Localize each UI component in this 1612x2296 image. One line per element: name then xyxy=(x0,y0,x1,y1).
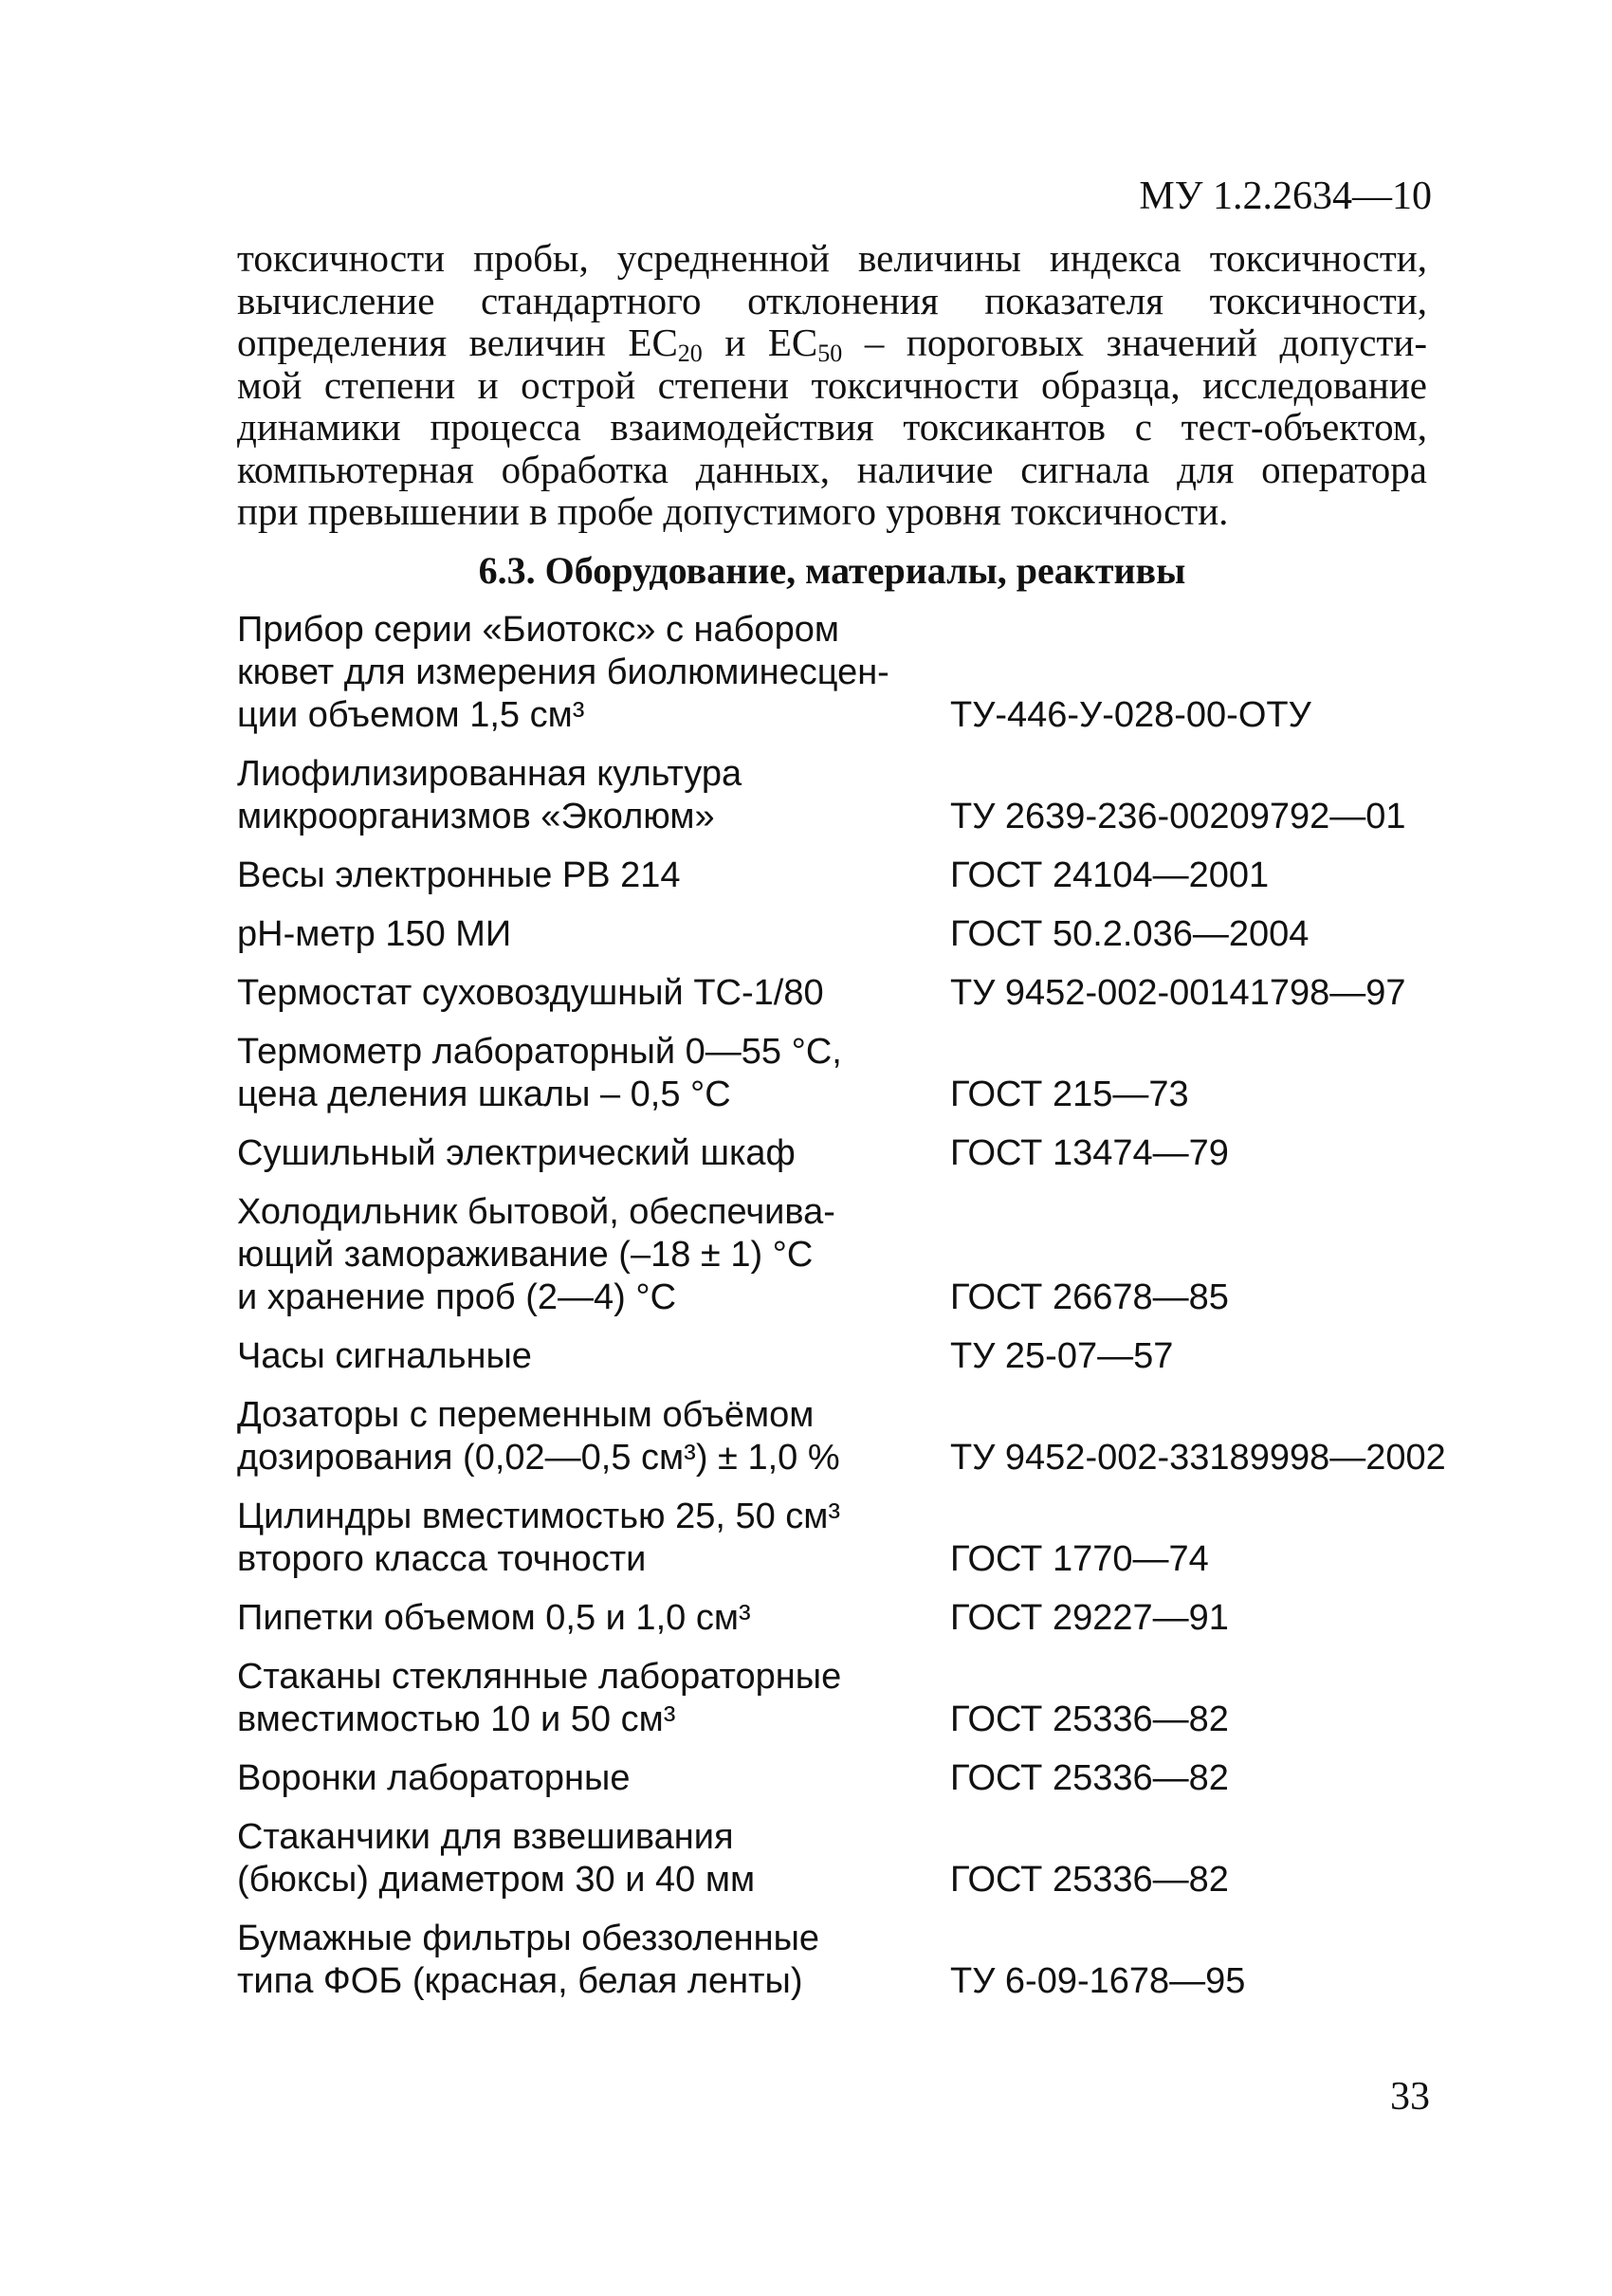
intro-text: и EC xyxy=(702,321,818,364)
equipment-name xyxy=(237,1394,950,1479)
equipment-name xyxy=(237,1757,950,1800)
equipment-row xyxy=(237,1394,1446,1479)
equipment-name-line: типа ФОБ (красная, белая ленты) xyxy=(237,1961,803,2001)
intro-line-ec xyxy=(237,321,1427,367)
equipment-name-line: Сушильный электрический шкаф xyxy=(237,1133,796,1173)
equipment-name-line: второго класса точности xyxy=(237,1539,647,1579)
equipment-name xyxy=(237,1496,950,1581)
equipment-row xyxy=(237,1191,1432,1319)
document-code: МУ 1.2.2634—10 xyxy=(1139,174,1432,218)
equipment-name-line: вместимостью 10 и 50 см³ xyxy=(237,1699,676,1739)
equipment-name-line: (бюксы) диаметром 30 и 40 мм xyxy=(237,1860,756,1900)
equipment-name-line: Термометр лабораторный 0—55 °С, xyxy=(237,1032,842,1072)
subscript-50: 50 xyxy=(817,340,843,367)
intro-line: вычисление стандартного отклонения показателя токсичности, xyxy=(237,278,1427,322)
page-number: 33 xyxy=(1390,2075,1430,2119)
equipment-name-line: Лиофилизированная культура xyxy=(237,754,742,794)
equipment-row xyxy=(237,753,1432,838)
equipment-name-line: и хранение проб (2—4) °С xyxy=(237,1277,677,1317)
equipment-name-line: Пипетки объемом 0,5 и 1,0 см³ xyxy=(237,1598,751,1638)
intro-line: токсичности пробы, усредненной величины индекса токсичности, xyxy=(237,236,1427,280)
equipment-name-line: микроорганизмов «Эколюм» xyxy=(237,797,715,836)
equipment-name-line: цена деления шкалы – 0,5 °С xyxy=(237,1075,731,1114)
equipment-list xyxy=(237,609,1446,2019)
equipment-name xyxy=(237,1031,950,1116)
equipment-row xyxy=(237,972,1432,1015)
equipment-name-line: Весы электронные PB 214 xyxy=(237,855,681,895)
equipment-standard: ГОСТ 13474—79 xyxy=(950,1133,1229,1173)
equipment-standard: ТУ-446-У-028-00-ОТУ xyxy=(950,695,1311,735)
intro-line: при превышении в пробе допустимого уровня токсичности. xyxy=(237,489,1229,533)
equipment-standard: ГОСТ 25336—82 xyxy=(950,1758,1229,1798)
equipment-standard: ТУ 9452-002-33189998—2002 xyxy=(950,1438,1446,1478)
equipment-standard: ТУ 9452-002-00141798—97 xyxy=(950,973,1406,1013)
equipment-name-line: кювет для измерения биолюминесцен- xyxy=(237,652,889,692)
equipment-standard: ТУ 6-09-1678—95 xyxy=(950,1961,1246,2001)
equipment-name-line: pH-метр 150 МИ xyxy=(237,914,512,954)
equipment-name-line: Бумажные фильтры обеззоленные xyxy=(237,1919,820,1958)
equipment-name xyxy=(237,1656,950,1741)
equipment-row xyxy=(237,1132,1432,1175)
equipment-name-line: Прибор серии «Биотокс» с набором xyxy=(237,610,839,650)
equipment-row xyxy=(237,1656,1432,1741)
equipment-name-line: Холодильник бытовой, обеспечива- xyxy=(237,1192,835,1232)
equipment-standard: ГОСТ 1770—74 xyxy=(950,1539,1209,1579)
equipment-name-line: Термостат суховоздушный ТС-1/80 xyxy=(237,973,824,1013)
equipment-name-line: Стаканчики для взвешивания xyxy=(237,1817,734,1857)
equipment-name xyxy=(237,1335,950,1378)
equipment-name xyxy=(237,609,950,737)
equipment-name-line: ции объемом 1,5 см³ xyxy=(237,695,585,735)
equipment-row xyxy=(237,1597,1432,1640)
equipment-row xyxy=(237,1496,1432,1581)
equipment-standard: ГОСТ 50.2.036—2004 xyxy=(950,914,1310,954)
intro-text: – пороговых значений допусти- xyxy=(842,321,1427,364)
subscript-20: 20 xyxy=(677,340,703,367)
equipment-name xyxy=(237,1918,950,2003)
section-title: 6.3. Оборудование, материалы, реактивы xyxy=(478,549,1186,592)
equipment-row xyxy=(237,609,1432,737)
equipment-standard: ГОСТ 25336—82 xyxy=(950,1699,1229,1739)
equipment-name xyxy=(237,913,950,956)
equipment-row xyxy=(237,1335,1432,1378)
equipment-name-line: дозирования (0,02—0,5 см³) ± 1,0 % xyxy=(237,1438,840,1478)
equipment-name xyxy=(237,1191,950,1319)
equipment-name xyxy=(237,1816,950,1901)
equipment-name-line: Воронки лабораторные xyxy=(237,1758,631,1798)
equipment-name xyxy=(237,1132,950,1175)
equipment-name xyxy=(237,753,950,838)
intro-line: динамики процесса взаимодействия токсикантов с тест-объектом, xyxy=(237,405,1427,449)
equipment-row xyxy=(237,1816,1432,1901)
equipment-name xyxy=(237,1597,950,1640)
intro-line: компьютерная обработка данных, наличие сигнала для оператора xyxy=(237,447,1427,491)
equipment-name-line: Дозаторы с переменным объёмом xyxy=(237,1395,815,1435)
equipment-standard: ГОСТ 29227—91 xyxy=(950,1598,1229,1638)
equipment-row xyxy=(237,1031,1432,1116)
equipment-row xyxy=(237,913,1432,956)
intro-text: определения величин EC xyxy=(237,321,678,364)
equipment-standard: ГОСТ 215—73 xyxy=(950,1075,1189,1114)
equipment-standard: ГОСТ 25336—82 xyxy=(950,1860,1229,1900)
equipment-standard: ГОСТ 26678—85 xyxy=(950,1277,1229,1317)
equipment-standard: ТУ 2639-236-00209792—01 xyxy=(950,797,1406,836)
equipment-row xyxy=(237,854,1432,897)
equipment-name-line: Стаканы стеклянные лабораторные xyxy=(237,1657,842,1697)
equipment-standard: ТУ 25-07—57 xyxy=(950,1336,1174,1376)
equipment-row xyxy=(237,1918,1432,2003)
intro-line: мой степени и острой степени токсичности образца, исследование xyxy=(237,362,1427,407)
equipment-row xyxy=(237,1757,1432,1800)
equipment-name-line: ющий замораживание (–18 ± 1) °С xyxy=(237,1235,814,1275)
equipment-standard: ГОСТ 24104—2001 xyxy=(950,855,1270,895)
equipment-name xyxy=(237,972,950,1015)
equipment-name-line: Цилиндры вместимостью 25, 50 см³ xyxy=(237,1497,841,1536)
intro-paragraph xyxy=(237,237,1427,533)
equipment-name xyxy=(237,854,950,897)
equipment-name-line: Часы сигнальные xyxy=(237,1336,532,1376)
